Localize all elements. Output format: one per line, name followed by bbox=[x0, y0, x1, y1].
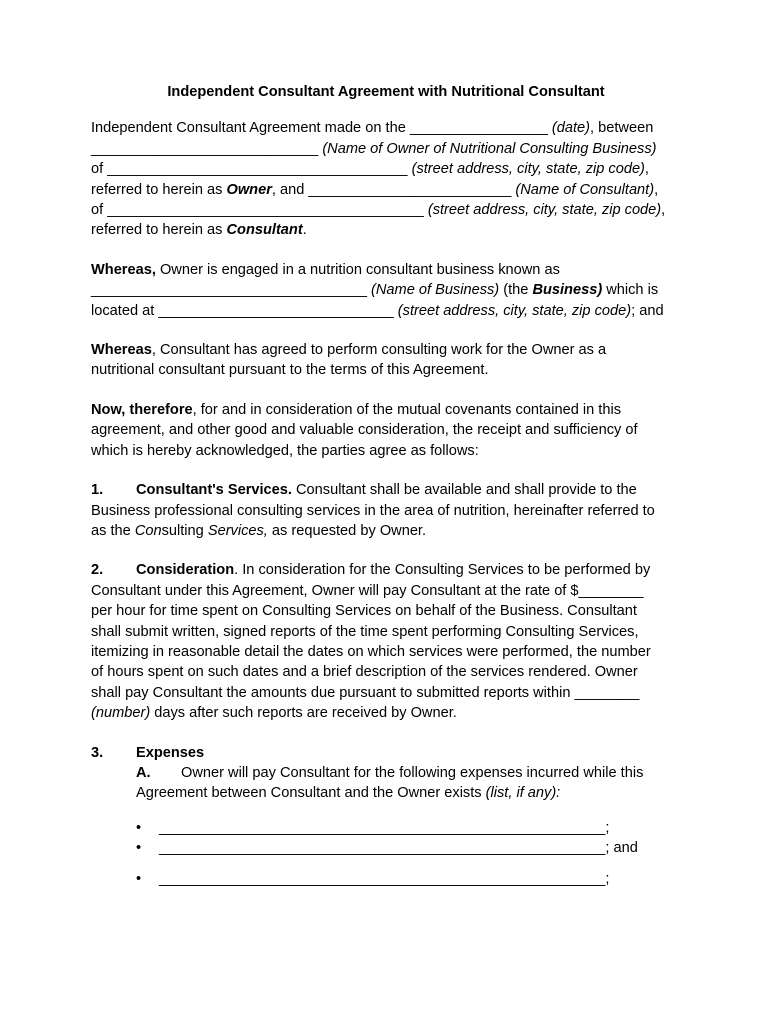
intro-line-5: of _______________________________________ (street address, city, state, zip code), bbox=[91, 202, 666, 219]
document-title: Independent Consultant Agreement with Nutritional Consultant bbox=[167, 84, 605, 100]
section-heading: Consultant's Services. bbox=[136, 482, 292, 499]
section-expenses bbox=[91, 743, 681, 889]
intro-line-2: ____________________________ (Name of Owner of Nutritional Consulting Business) bbox=[91, 140, 657, 157]
section-consideration: 2. Consideration. In consideration for the Consulting Services to be performed by Consultant under this Agreement, Owner will pay Consultant at the rate of $________ per hour for time spent on Consulting Services on behalf of the Business. Consultant shall submit written, signed reports of the time spent performing Consulting Services, itemizing in reasonable detail the dates on which services were performed, the number of hours spent on such dates and a brief description of the services rendered. Owner shall pay Consultant the amounts due pursuant to submitted reports within ________ (number) days after such reports are received by Owner. bbox=[91, 562, 651, 722]
intro-line-1: Independent Consultant Agreement made on the _________________ (date), between bbox=[91, 120, 654, 137]
section-number: 2. bbox=[91, 562, 104, 579]
section-number: 3. bbox=[91, 744, 104, 761]
business-term: Business) bbox=[532, 282, 603, 299]
section-consultant-services: 1. Consultant's Services. Consultant shall be available and shall provide to the Business professional consulting services in the area of nutrition, hereinafter referred to as the Consulting Services, as requested by Owner. bbox=[91, 482, 655, 539]
subsection-number: A. bbox=[136, 764, 151, 781]
section-heading: Consideration bbox=[136, 562, 235, 579]
whereas-business-paragraph: Whereas, Owner is engaged in a nutrition consultant business known as __________________________________ (Name of Business) (the Business) which is located at _____________________________ (street address, city, state, zip code); and bbox=[91, 261, 664, 319]
expenses-subsection-a: A. Owner will pay Consultant for the following expenses incurred while this Agreement between Consultant and the Owner exists (list, if any): bbox=[136, 764, 644, 802]
owner-term: Owner bbox=[226, 181, 272, 198]
section-number: 1. bbox=[91, 482, 104, 499]
expense-blank-item: • _______________________________________________________; bbox=[136, 869, 681, 889]
intro-line-4: referred to herein as Owner, and _________________________ (Name of Consultant), bbox=[91, 181, 659, 198]
expense-blank-item: • _______________________________________________________; bbox=[136, 818, 681, 838]
intro-line-6: referred to herein as Consultant. bbox=[91, 222, 307, 239]
intro-line-3: of _____________________________________ (street address, city, state, zip code), bbox=[91, 161, 649, 178]
intro-paragraph bbox=[91, 118, 681, 240]
consultant-term: Consultant bbox=[226, 222, 303, 239]
now-therefore-paragraph: Now, therefore, for and in consideration of the mutual covenants contained in this agreement, and other good and valuable consideration, the receipt and sufficiency of which is hereby acknowledged, the parties agree as follows: bbox=[91, 401, 638, 459]
whereas-consultant-paragraph: Whereas, Consultant has agreed to perform consulting work for the Owner as a nutritional consultant pursuant to the terms of this Agreement. bbox=[91, 342, 607, 379]
expense-blank-item: • _______________________________________________________; and bbox=[136, 838, 681, 858]
expenses-list bbox=[91, 818, 681, 889]
document-page bbox=[91, 82, 681, 889]
section-heading: Expenses bbox=[136, 744, 205, 761]
